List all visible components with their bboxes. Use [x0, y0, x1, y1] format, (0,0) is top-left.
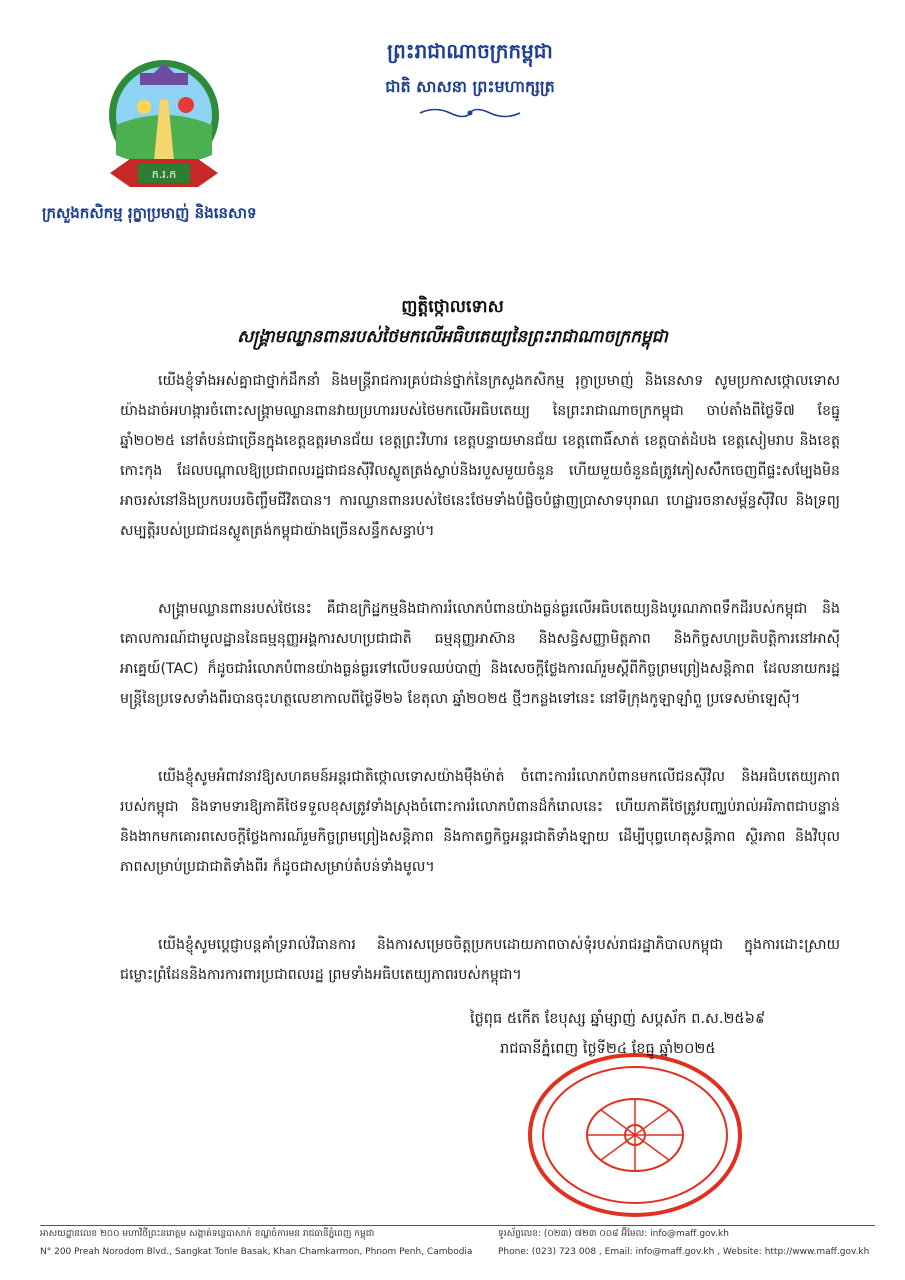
footer-contact-en: Phone: (023) 723 008 , Email: info@maff.gov.kh , Website: http://www.maff.gov.kh [498, 1247, 870, 1257]
national-motto: ជាតិ សាសនា ព្រះមហាក្សត្រ [385, 77, 555, 96]
emblem-ribbon-text: ក.រ.ក [151, 168, 177, 181]
ministry-emblem [100, 55, 228, 195]
kingdom-title: ព្រះរាជាណាចក្រកម្ពុជា [387, 39, 553, 63]
lunar-date: ថ្ងៃពុធ ៥កើត ខែបុស្ស ឆ្នាំម្សាញ់ សប្តស័ក ព.ស.២៥៦៩ [470, 1011, 766, 1027]
footer-contact-km: ទូរស័ព្ទលេខ: (០២៣) ៧២៣ ០០៨ អ៊ីមែល: info@maff.gov.kh [498, 1229, 729, 1239]
footer-divider [40, 1225, 875, 1226]
paragraph-3: យើងខ្ញុំសូមអំពាវនាវឱ្យសហគមន៍អន្តរជាតិថ្កោលទោសយ៉ាងម៉ឺងម៉ាត់ ចំពោះការរំលោភបំពានមកលើជនស៊ីវិល និងអធិបតេយ្យភាពរបស់កម្ពុជា និងទាមទារឱ្យភាគីថៃទទួលខុសត្រូវទាំងស្រុងចំពោះការរំលោភបំពានដ៏កំរោលនេះ ហើយភាគីថៃត្រូវបញ្ឈប់រាល់អរិភាពជាបន្ទាន់និងងាកមកគោរពសេចក្តីថ្លែងការណ៍រួមកិច្ចព្រមព្រៀងសន្តិភាព និងកាតព្វកិច្ចអន្តរជាតិទាំងឡាយ ដើម្បីបុព្វហេតុសន្តិភាព ស្ថិរភាព និងវិបុលភាពសម្រាប់ប្រជាជាតិទាំងពីរ ក៏ដូចជាសម្រាប់តំបន់ទាំងមូល។ [120, 769, 840, 875]
official-seal [515, 1040, 755, 1220]
ornament-flourish [415, 106, 525, 120]
paragraph-4: យើងខ្ញុំសូមប្តេជ្ញាបន្តគាំទ្ររាល់វិធានការ និងការសម្រេចចិត្តប្រកបដោយភាពចាស់ទុំរបស់រាជរដ្ឋាភិបាលកម្ពុជា ក្នុងការដោះស្រាយជម្លោះព្រំដែននិងការការពារប្រជាពលរដ្ឋ ព្រមទាំងអធិបតេយ្យភាពរបស់កម្ពុជា។ [120, 937, 840, 983]
paragraph-2: សង្គ្រាមឈ្លានពានរបស់ថៃនេះ គឺជាឧក្រិដ្ឋកម្មនិងជាការរំលោភបំពានយ៉ាងធ្ងន់ធ្ងរលើអធិបតេយ្យនិងបូរណភាពទឹកដីរបស់កម្ពុជា និងគោលការណ៍ជាមូលដ្ឋាននៃធម្មនុញ្ញអង្គការសហប្រជាជាតិ ធម្មនុញ្ញអាស៊ាន និងសន្ធិសញ្ញាមិត្តភាព និងកិច្ចសហប្រតិបត្តិការនៅអាស៊ីអាគ្នេយ៍(TAC) ក៏ដូចជារំលោភបំពានយ៉ាងធ្ងន់ធ្ងរទៅលើបទឈប់បាញ់ និងសេចក្តីថ្លែងការណ៍រួមស្តីពីកិច្ចព្រមព្រៀងសន្តិភាព ដែលនាយករដ្ឋមន្ត្រីនៃប្រទេសទាំងពីរបានចុះហត្ថលេខាកាលពីថ្ងៃទី២៦ ខែតុលា ឆ្នាំ២០២៥ ថ្មីៗកន្លងទៅនេះ នៅទីក្រុងកូឡាឡាំពួ ប្រទេសម៉ាឡេស៊ី។ [120, 601, 840, 707]
paragraph-1: យើងខ្ញុំទាំងអស់គ្នាជាថ្នាក់ដឹកនាំ និងមន្ត្រីរាជការគ្រប់ជាន់ថ្នាក់នៃក្រសួងកសិកម្ម រុក្ខាប្រមាញ់ និងនេសាទ សូមប្រកាសថ្កោលទោសយ៉ាងដាច់អហង្ការចំពោះសង្គ្រាមឈ្លានពានវាយប្រហាររបស់ថៃមកលើអធិបតេយ្យ នៃព្រះរាជាណាចក្រកម្ពុជា ចាប់តាំងពីថ្ងៃទី៧ ខែធ្នូ ឆ្នាំ២០២៥ នៅតំបន់ជាច្រើនក្នុងខេត្តឧត្តរមានជ័យ ខេត្តព្រះវិហារ ខេត្តបន្ទាយមានជ័យ ខេត្តពោធិ៍សាត់ ខេត្តបាត់ដំបង ខេត្តសៀមរាប និងខេត្តកោះកុង ដែលបណ្តាលឱ្យប្រជាពលរដ្ឋជាជនស៊ីវិលស្លូតត្រង់ស្លាប់និងរបួសមួយចំនួន ហើយមួយចំនួនធំត្រូវភៀសសឹកចេញពីផ្ទះសម្បែងមិនអាចរស់នៅនិងប្រកបរបរចិញ្ចឹមជីវិតបាន។ ការឈ្លានពានរបស់ថៃនេះថែមទាំងបំផ្លិចបំផ្លាញប្រាសាទបុរាណ ហេដ្ឋារចនាសម្ព័ន្ធស៊ីវិល និងទ្រព្យសម្បត្តិរបស់ប្រជាជនស្លូតត្រង់កម្ពុជាយ៉ាងច្រើនសន្ធឹកសន្ធាប់។ [120, 373, 840, 539]
solar-date: រាជធានីភ្នំពេញ ថ្ងៃទី២៤ ខែធ្នូ ឆ្នាំ២០២៥ [500, 1041, 716, 1057]
ministry-name: ក្រសួងកសិកម្ម រុក្ខាប្រមាញ់ និងនេសាទ [42, 204, 257, 222]
document-title: ញត្តិថ្កោលទោស [401, 297, 504, 317]
footer-address-km: អាសយដ្ឋានលេខ ២០០ មហាវិថីព្រះនរោត្តម សង្កាត់ទន្លេបាសាក់ ខណ្ឌចំការមន រាជធានីភ្នំពេញ កម្ពុជា [40, 1229, 375, 1239]
footer-address-en: N° 200 Preah Norodom Blvd., Sangkat Tonle Basak, Khan Chamkarmon, Phnom Penh, Cambodia [40, 1247, 473, 1257]
document-subtitle: សង្គ្រាមឈ្លានពានរបស់ថៃមកលើអធិបតេយ្យនៃព្រះរាជាណាចក្រកម្ពុជា [237, 327, 668, 347]
